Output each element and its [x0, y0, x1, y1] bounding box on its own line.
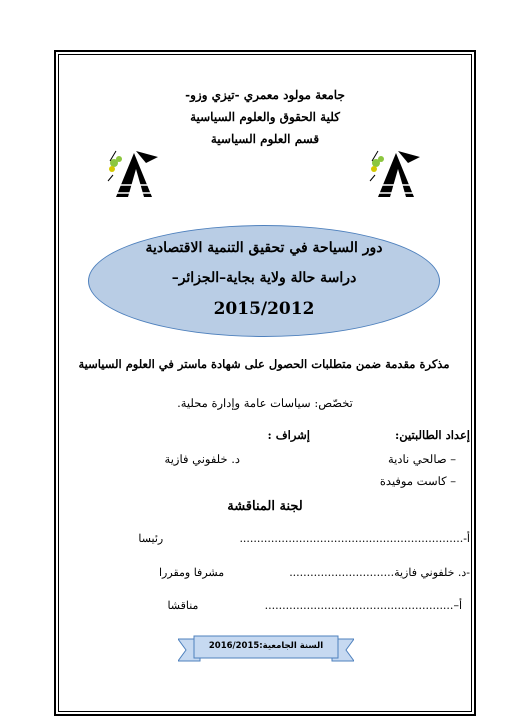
committee-prefix: -د. خلفوني فازية: [394, 566, 470, 579]
student-name: – كاست موفيدة: [379, 474, 456, 488]
supervisor-name: د. خلفوني فازية: [164, 452, 240, 466]
university-logo-icon: [368, 147, 424, 199]
student-name: – صالحي نادية: [387, 452, 456, 466]
supervision-heading: إشراف :: [267, 428, 310, 442]
students-heading: إعداد الطالبتين:: [395, 428, 470, 442]
university-name: جامعة مولود معمري -تيزي وزو-: [185, 88, 345, 102]
committee-heading: لجنة المناقشة: [227, 499, 303, 514]
thesis-years: 2015/2012: [213, 299, 315, 319]
committee-dots: ......................................................: [264, 599, 454, 612]
academic-year: السنة الجامعية:2016/2015: [208, 641, 324, 651]
committee-prefix: أ-: [463, 532, 470, 545]
memo-statement: مذكرة مقدمة ضمن متطلبات الحصول على شهادة ماستر في العلوم السياسية: [78, 357, 450, 371]
university-logo-icon: [106, 147, 162, 199]
thesis-title-line2: دراسة حالة ولاية بجاية–الجزائر–: [171, 270, 357, 286]
committee-row: [88, 566, 470, 579]
committee-row: [100, 599, 462, 612]
committee-role: مناقشا: [167, 599, 199, 612]
committee-role: رئيسا: [138, 532, 164, 545]
faculty-name: كلية الحقوق والعلوم السياسية: [190, 110, 340, 124]
committee-dots: ................................................................: [239, 532, 464, 545]
department-name: قسم العلوم السياسية: [210, 132, 320, 146]
committee-row: [106, 532, 470, 545]
committee-role: مشرفا ومقررا: [159, 566, 225, 579]
specialty: تخصّص: سياسات عامة وإدارة محلية.: [177, 396, 353, 410]
committee-prefix: أ–: [453, 599, 462, 612]
committee-dots: ..............................: [289, 566, 395, 579]
thesis-title-line1: دور السياحة في تحقيق التنمية الاقتصادية: [145, 240, 383, 256]
